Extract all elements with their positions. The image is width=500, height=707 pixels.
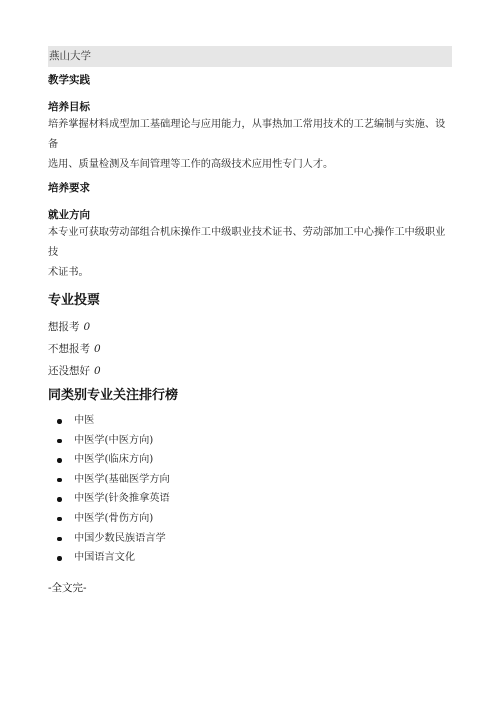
list-item[interactable] bbox=[48, 434, 452, 448]
major-vote-heading: 专业投票 bbox=[48, 293, 101, 308]
major-name: 中医学(中医方向) bbox=[74, 434, 154, 446]
training-goal-text bbox=[48, 115, 452, 175]
bullet-icon bbox=[57, 497, 62, 502]
bullet-icon bbox=[57, 537, 62, 542]
list-item[interactable] bbox=[48, 532, 452, 546]
training-goal-line: 培养掌握材料成型加工基础理论与应用能力，从事热加工常用技术的工艺编制与实施、设备 bbox=[48, 119, 446, 150]
bullet-icon bbox=[57, 556, 62, 561]
vote-option-label: 还没想好 bbox=[48, 365, 90, 377]
training-goal-line: 选用、质量检测及车间管理等工作的高级技术应用性专门人才。 bbox=[48, 159, 334, 170]
bullet-icon bbox=[57, 478, 62, 483]
list-item[interactable] bbox=[48, 512, 452, 526]
document-page bbox=[48, 46, 452, 595]
major-name: 中医学(临床方向) bbox=[74, 454, 154, 466]
school-name: 燕山大学 bbox=[49, 50, 91, 62]
vote-count: 0 bbox=[94, 365, 101, 377]
major-name: 中国少数民族语言学 bbox=[74, 532, 166, 544]
bullet-icon bbox=[57, 517, 62, 522]
training-goal-heading: 培养目标 bbox=[48, 101, 90, 113]
related-majors-ranking-heading: 同类别专业关注排行榜 bbox=[48, 388, 179, 403]
related-majors-list bbox=[48, 414, 452, 565]
list-item[interactable] bbox=[48, 551, 452, 565]
career-direction-line: 本专业可获取劳动部组合机床操作工中级职业技术证书、劳动部加工中心操作工中级职业技 bbox=[48, 227, 446, 258]
vote-option-undecided[interactable] bbox=[48, 364, 452, 378]
vote-count: 0 bbox=[83, 321, 91, 333]
career-direction-heading: 就业方向 bbox=[48, 209, 90, 221]
training-requirement-heading: 培养要求 bbox=[48, 182, 90, 194]
major-name: 中医 bbox=[74, 415, 95, 426]
vote-option-want[interactable] bbox=[48, 320, 452, 334]
bullet-icon bbox=[57, 419, 62, 424]
career-direction-line: 术证书。 bbox=[48, 267, 89, 278]
major-name: 中医学(基础医学方向 bbox=[74, 473, 170, 485]
bullet-icon bbox=[57, 458, 62, 463]
end-of-article-mark: -全文完- bbox=[48, 582, 87, 595]
school-name-bar bbox=[48, 46, 452, 67]
vote-option-label: 想报考 bbox=[48, 321, 80, 333]
list-item[interactable] bbox=[48, 414, 452, 428]
list-item[interactable] bbox=[48, 473, 452, 487]
vote-count: 0 bbox=[94, 343, 101, 355]
major-name: 中国语言文化 bbox=[74, 552, 136, 564]
vote-option-not-want[interactable] bbox=[48, 342, 452, 356]
list-item[interactable] bbox=[48, 492, 452, 506]
list-item[interactable] bbox=[48, 453, 452, 467]
major-name: 中医学(针灸推拿英语 bbox=[74, 493, 170, 505]
bullet-icon bbox=[57, 439, 62, 444]
major-name: 中医学(骨伤方向) bbox=[74, 512, 154, 524]
teaching-practice-heading: 教学实践 bbox=[48, 74, 90, 86]
career-direction-text bbox=[48, 223, 452, 283]
vote-option-label: 不想报考 bbox=[48, 343, 90, 355]
